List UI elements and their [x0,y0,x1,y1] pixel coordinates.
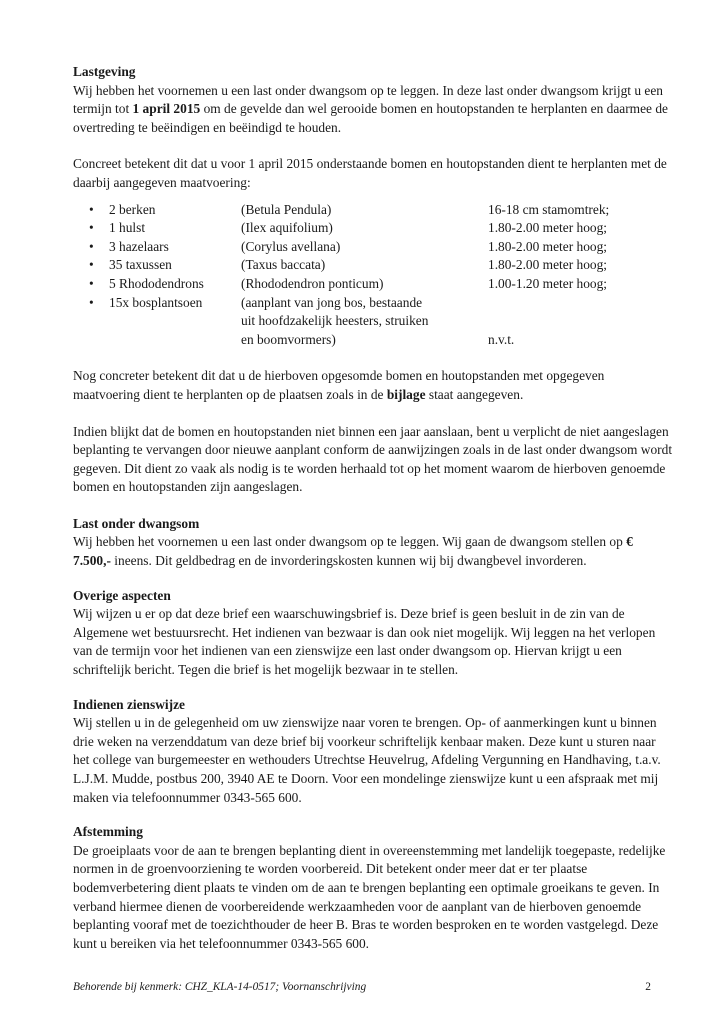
text: Wij hebben het voornemen u een last onder dwangsom op te leggen. In deze last onder dwangsom krijgt u een termijn tot [73,82,663,117]
paragraph-lastgeving-1 [73,82,673,138]
footer-reference: Behorende bij kenmerk: CHZ_KLA-14-0517; Voornanschrijving [73,981,367,993]
plant-latin [241,294,488,350]
heading-dwangsom: Last onder dwangsom [73,515,200,531]
plant-name: 1 hulst [109,220,146,236]
text: Wij hebben het voornemen u een last onder dwangsom op te leggen. Wij gaan de dwangsom stellen op [73,534,627,550]
plant-size: 1.80-2.00 meter hoog; [488,238,608,254]
paragraph-lastgeving-3 [73,367,673,404]
bullet: • [89,201,94,217]
text: staat aangegeven. [425,386,524,402]
section-zienswijze [73,696,673,808]
section-dwangsom [73,515,673,571]
plant-size: 1.80-2.00 meter hoog; [488,220,608,236]
plant-latin-line: (aanplant van jong bos, bestaande [241,294,423,310]
text: om de gevelde dan wel gerooide bomen en houtopstanden te herplanten en daarmee de overtreding te beëindigen en beëindigd te houden. [73,101,668,135]
paragraph-overige: Wij wijzen u er op dat deze brief een waarschuwingsbrief is. Deze brief is geen besluit in de zin van de Algemene wet bestuursrecht. Het indienen van bezwaar is dan ook niet mogelijk. Wij leggen na het verlopen van de termijn voor het indienen van een zienswijze een last onder dwangsom op. Hiervan krijgt u een schriftelijk bericht. Tegen die brief is het mogelijk bezwaar in te stellen. [73,606,656,678]
bullet: • [89,275,94,291]
plant-size: 16-18 cm stamomtrek; [488,201,610,217]
plant-name: 15x bosplantsoen [109,294,203,310]
plant-size: 1.80-2.00 meter hoog; [488,257,608,273]
page-footer [73,981,651,993]
text: Nog concreter betekent dit dat u de hierboven opgesomde bomen en houtopstanden met opgegeven maatvoering dient te herplanten op de plaatsen zoals in de [73,368,605,402]
deadline-bold: 1 april 2015 [132,101,201,117]
plant-latin-line: en boomvormers) [241,331,336,347]
paragraph-lastgeving-2: Concreet betekent dit dat u voor 1 april 2015 onderstaande bomen en houtopstanden dient te herplanten met de daarbij aangegeven maatvoering: [73,156,667,190]
plant-latin: (Ilex aquifolium) [241,220,333,236]
plant-size: n.v.t. [488,331,515,347]
plant-latin: (Taxus baccata) [241,257,326,273]
section-lastgeving [73,63,673,497]
plant-item-taxussen [73,256,673,275]
plant-name: 2 berken [109,201,156,217]
plant-item-rhododendrons [73,275,673,294]
plant-latin-line: uit hoofdzakelijk heesters, struiken [241,313,429,329]
heading-afstemming: Afstemming [73,824,143,840]
plant-item-bosplantsoen [73,294,673,350]
plant-size: 1.00-1.20 meter hoog; [488,275,608,291]
paragraph-zienswijze: Wij stellen u in de gelegenheid om uw zienswijze naar voren te brengen. Op- of aanmerkingen kunt u binnen drie weken na verzenddatum van deze brief bij voorkeur schriftelijk kenbaar maken. Deze kunt u sturen naar het college van burgemeester en wethouders Utrechtse Heuvelrug, Afdeling Vergunning en Handhaving, t.a.v. L.J.M. Mudde, postbus 200, 3940 AE te Doorn. Voor een mondelinge zienswijze kunt u een afspraak met mij maken via telefoonnummer 0343-565 600. [73,715,661,805]
letter-body [73,63,673,971]
paragraph-lastgeving-4: Indien blijkt dat de bomen en houtopstanden niet binnen een jaar aanslaan, bent u verplicht de niet aangeslagen beplanting te vervangen door nieuwe aanplant conform de aanwijzingen zoals in de last onder dwangsom wordt gegeven. Dit dient zo vaak als nodig is te worden herhaald tot op het moment waarom de hierboven genoemde bomen en houtopstanden zijn aangeslagen. [73,423,673,495]
plant-latin: (Corylus avellana) [241,238,341,254]
bullet: • [89,257,94,273]
plant-item-hulst [73,219,673,238]
plant-name: 3 hazelaars [109,238,169,254]
plant-name: 5 Rhododendrons [109,275,204,291]
plant-latin: (Rhododendron ponticum) [241,275,384,291]
bullet: • [89,238,94,254]
plant-latin: (Betula Pendula) [241,201,332,217]
bullet: • [89,294,94,310]
bullet: • [89,220,94,236]
text: ineens. Dit geldbedrag en de invorderingskosten kunnen wij bij dwangbevel invorderen. [110,553,587,569]
plant-list [73,201,673,350]
amount-bold: € 7.500,- [73,534,633,569]
paragraph-afstemming: De groeiplaats voor de aan te brengen beplanting dient in overeenstemming met landelijk toegepaste, redelijke normen in de groenvoorziening te worden voorbereid. Dit betekent onder meer dat er ter plaatse bodemverbetering dient plaats te vinden om de aan te brengen beplanting een optimale groeikans te geven. In verband hiermee dienen de voorbereidende werkzaamheden voor de aanplant van de hierboven genoemde beplanting vooraf met de toezichthouder de heer B. Bras te worden besproken en te worden vastgelegd. Deze kunt u bereiken via het telefoonnummer 0343-565 600. [73,842,666,951]
bijlage-bold: bijlage [386,386,426,402]
section-afstemming [73,823,673,953]
heading-lastgeving: Lastgeving [73,64,136,79]
plant-name: 35 taxussen [109,257,172,273]
section-overige [73,587,673,680]
plant-item-hazelaars [73,238,673,257]
heading-zienswijze: Indienen zienswijze [73,696,185,712]
heading-overige: Overige aspecten [73,587,171,603]
page-number: 2 [645,981,651,993]
paragraph-dwangsom [73,533,673,570]
plant-item-berken [73,201,673,220]
